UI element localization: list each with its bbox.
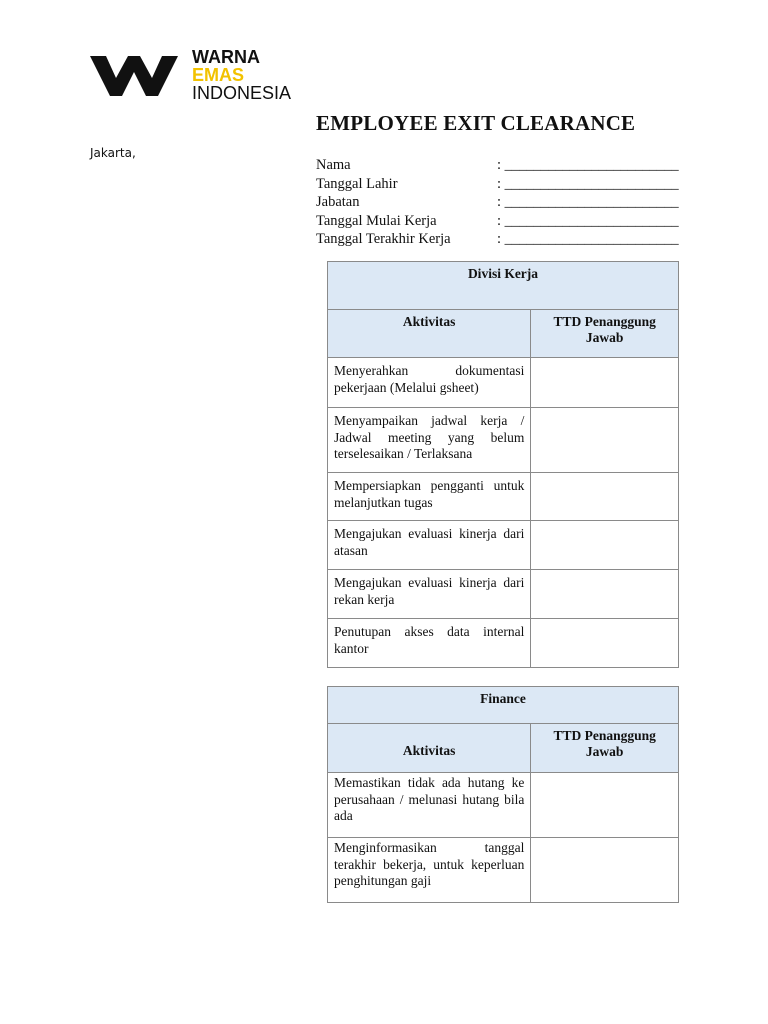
activity-text: Menyerahkan dokumentasi pekerjaan (Melalui gsheet) (334, 363, 525, 395)
column-header-label: Aktivitas (402, 743, 456, 758)
column-header-activity (328, 724, 531, 773)
field-label: Tanggal Terakhir Kerja (316, 231, 451, 248)
table-row (328, 358, 679, 408)
field-label: Nama (316, 157, 351, 173)
w-logo-icon (88, 50, 180, 100)
logo-word-warna: WARNA (192, 47, 260, 67)
field-label: Jabatan (316, 194, 360, 211)
section-header (328, 687, 679, 724)
field-blank[interactable]: : ________________________ (497, 175, 679, 192)
signature-cell[interactable] (531, 473, 679, 521)
place-label: Jakarta, (90, 146, 136, 160)
table-row (328, 521, 679, 570)
signature-cell[interactable] (531, 521, 679, 570)
field-row-tanggal-mulai-kerja (316, 212, 681, 231)
activity-text: Penutupan akses data internal kantor (334, 624, 525, 656)
field-blank[interactable]: : ________________________ (497, 231, 679, 248)
column-header-signature (531, 310, 679, 358)
divisi-kerja-table (327, 261, 679, 668)
document-title: EMPLOYEE EXIT CLEARANCE (316, 111, 636, 135)
field-blank[interactable]: : ________________________ (497, 194, 679, 211)
column-header-signature (531, 724, 679, 773)
signature-cell[interactable] (531, 408, 679, 473)
signature-cell[interactable] (531, 619, 679, 668)
field-row-tanggal-terakhir-kerja (316, 230, 681, 249)
section-title: Divisi Kerja (467, 266, 539, 281)
field-blank[interactable]: : ________________________ (497, 157, 679, 173)
logo-word-emas: EMAS (192, 65, 245, 85)
activity-text: Mempersiapkan pengganti untuk melanjutkan tugas (334, 478, 525, 510)
employee-fields (316, 156, 681, 249)
table-row (328, 473, 679, 521)
activity-text: Mengajukan evaluasi kinerja dari rekan kerja (334, 575, 525, 607)
table-row (328, 773, 679, 838)
activity-text: Mengajukan evaluasi kinerja dari atasan (334, 526, 525, 558)
section-header (328, 262, 679, 310)
field-label: Tanggal Mulai Kerja (316, 212, 437, 229)
activity-text: Memastikan tidak ada hutang ke perusahaan / melunasi hutang bila ada (334, 775, 525, 823)
activity-text: Menginformasikan tanggal terakhir bekerja, untuk keperluan penghitungan gaji (334, 840, 525, 888)
signature-cell[interactable] (531, 358, 679, 408)
field-label: Tanggal Lahir (316, 175, 398, 192)
table-row (328, 619, 679, 668)
field-row-nama (316, 156, 681, 175)
section-title: Finance (480, 691, 526, 706)
signature-cell[interactable] (531, 570, 679, 619)
column-header-activity (328, 310, 531, 358)
field-blank[interactable]: : ________________________ (497, 212, 679, 229)
signature-cell[interactable] (531, 838, 679, 903)
column-header-label: Aktivitas (402, 314, 456, 329)
finance-table (327, 686, 679, 903)
field-row-jabatan (316, 193, 681, 212)
activity-text: Menyampaikan jadwal kerja / Jadwal meeting yang belum terselesaikan / Terlaksana (334, 413, 525, 461)
logo-word-indonesia: INDONESIA (192, 83, 292, 103)
field-row-tanggal-lahir (316, 175, 681, 194)
table-row (328, 408, 679, 473)
company-logo (88, 48, 308, 104)
column-header-label: TTD Penanggung Jawab (553, 314, 656, 345)
table-row (328, 838, 679, 903)
column-header-label: TTD Penanggung Jawab (553, 728, 656, 759)
logo-wordmark (192, 48, 291, 102)
table-row (328, 570, 679, 619)
signature-cell[interactable] (531, 773, 679, 838)
